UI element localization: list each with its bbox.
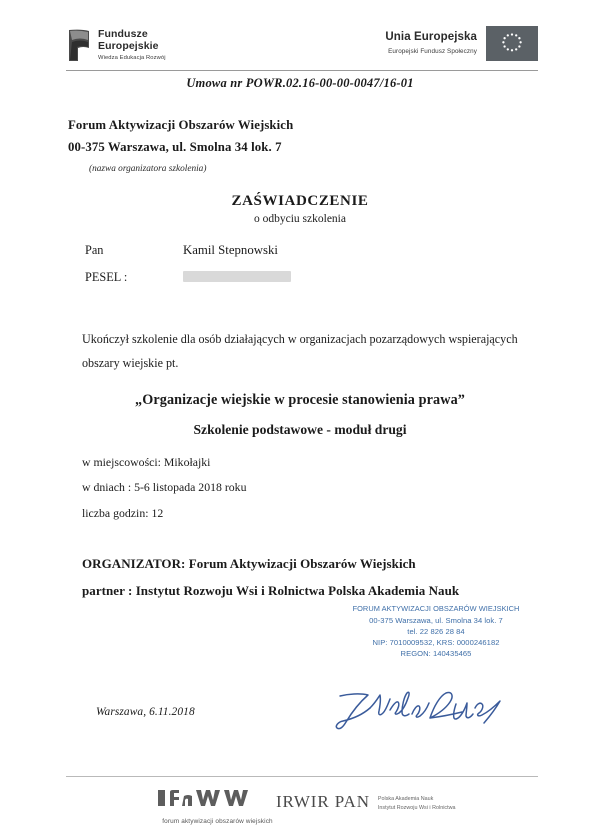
organizer-address: 00-375 Warszawa, ul. Smolna 34 lok. 7 — [68, 140, 282, 154]
pesel-label: PESEL : — [85, 270, 128, 284]
unia-europejska-logo — [385, 26, 538, 61]
salutation-label: Pan — [85, 243, 104, 257]
footer-divider — [66, 776, 538, 777]
organizer-name: Forum Aktywizacji Obszarów Wiejskich — [68, 118, 294, 132]
pesel-redacted-value — [183, 271, 291, 282]
stamp-line-1: FORUM AKTYWIZACJI OBSZARÓW WIEJSKICH — [352, 604, 520, 613]
header-divider — [66, 70, 538, 71]
irwir-pan-subtitle — [378, 792, 456, 811]
fe-line-1: Fundusze — [98, 28, 148, 40]
fundusze-europejskie-logo — [68, 28, 166, 62]
course-location: w miejscowości: Mikołajki — [82, 455, 211, 469]
course-title: „Organizacje wiejskie w procesie stanowienia prawa” — [135, 392, 465, 408]
footer-logo-bar — [68, 788, 538, 832]
course-subtitle: Szkolenie podstawowe - moduł drugi — [193, 422, 407, 437]
irwir-pan-logo — [276, 792, 456, 812]
stamp-line-5: REGON: 140435465 — [400, 649, 472, 659]
contract-number: Umowa nr POWR.02.16-00-00-0047/16-01 — [186, 76, 414, 90]
stamp-line-3: tel. 22 826 28 84 — [407, 626, 465, 636]
place-and-date: Warszawa, 6.11.2018 — [96, 706, 195, 718]
eu-line-1: Unia Europejska — [385, 31, 477, 44]
fundusze-europejskie-wordmark — [98, 29, 166, 61]
recipient-block — [85, 243, 525, 297]
irwir-sub-line-2: Instytut Rozwoju Wsi i Rolnictwa — [377, 804, 456, 811]
organizer-line: ORGANIZATOR: Forum Aktywizacji Obszarów Wiejskich — [82, 556, 416, 571]
page-title: ZAŚWIADCZENIE — [231, 193, 369, 209]
partner-line: partner : Instytut Rozwoju Wsi i Rolnictwa Polska Akademia Nauk — [82, 583, 460, 599]
recipient-name: Kamil Stepnowski — [183, 243, 278, 257]
organizer-partner-block — [82, 550, 532, 604]
company-stamp — [336, 604, 536, 659]
irwir-pan-name: IRWIR PAN — [276, 792, 370, 811]
recipient-pesel-row — [85, 270, 525, 297]
faow-caption: forum aktywizacji obszarów wiejskich — [162, 818, 273, 825]
stamp-line-2: 00-375 Warszawa, ul. Smolna 34 lok. 7 — [369, 615, 503, 625]
page-subtitle: o odbyciu szkolenia — [254, 213, 346, 225]
header-logo-bar — [68, 26, 538, 72]
recipient-name-row — [85, 243, 525, 270]
organizer-block — [68, 114, 293, 174]
stamp-line-4: NIP: 7010009532, KRS: 0000246182 — [372, 637, 500, 647]
course-dates: w dniach : 5-6 listopada 2018 roku — [82, 480, 247, 495]
body-paragraph: Ukończył szkolenie dla osób działających w organizacjach pozarządowych wspierających obszary wiejskie pt. — [82, 332, 518, 371]
eu-flag-icon — [486, 26, 538, 61]
eu-line-2: Europejski Fundusz Społeczny — [388, 48, 477, 56]
organizer-caption: (nazwa organizatora szkolenia) — [89, 164, 207, 174]
fundusze-europejskie-flag-icon — [68, 28, 91, 62]
unia-europejska-wordmark — [385, 31, 477, 55]
fe-line-3: Wiedza Edukacja Rozwój — [98, 54, 166, 61]
course-details — [82, 450, 512, 526]
course-hours: liczba godzin: 12 — [82, 505, 164, 520]
irwir-sub-line-1: Polska Akademia Nauk — [377, 796, 434, 803]
fe-line-2: Europejskie — [98, 39, 159, 52]
handwritten-signature — [330, 688, 520, 736]
